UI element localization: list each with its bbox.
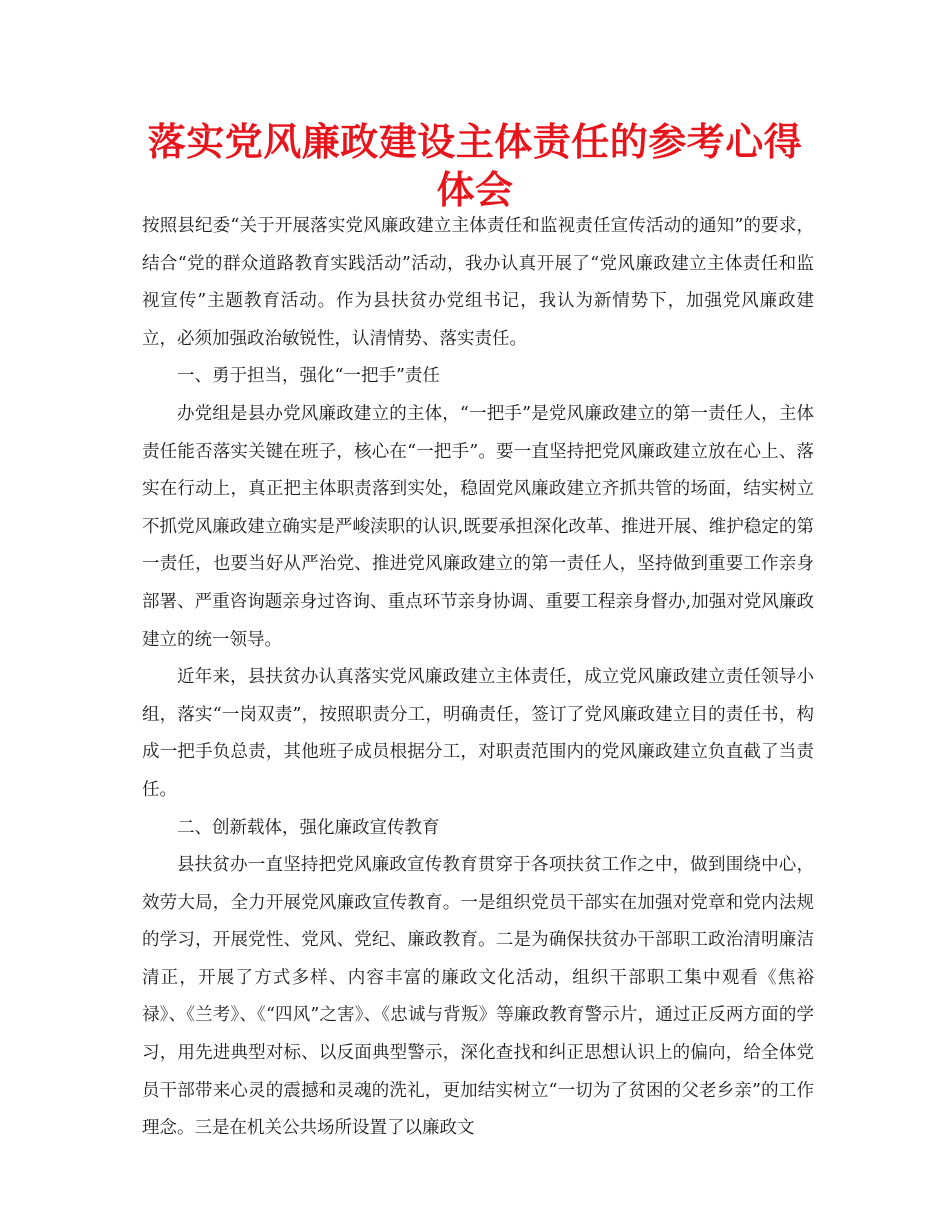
body-paragraph-2: 近年来，县扶贫办认真落实党风廉政建立主体责任，成立党风廉政建立责任领导小组，落实“一岗双责”，按照职责分工，明确责任，签订了党风廉政建立目的责任书，构成一把手负总责，其他班子成员根据分工，对职责范围内的党风廉政建立负直截了当责任。 <box>142 667 814 800</box>
document-body <box>142 208 814 1148</box>
body-paragraph-1: 办党组是县办党风廉政建立的主体，“一把手”是党风廉政建立的第一责任人，主体责任能否落实关键在班子，核心在“一把手”。要一直坚持把党风廉政建立放在心上、落实在行动上，真正把主体职责落到实处，稳固党风廉政建立齐抓共管的场面，结实树立不抓党风廉政建立确实是严峻渎职的认识,既要承担深化改革、推进开展、维护稳定的第一责任，也要当好从严治党、推进党风廉政建立的第一责任人，坚持做到重要工作亲身部署、严重咨询题亲身过咨询、重点环节亲身协调、重要工程亲身督办,加强对党风廉政建立的统一领导。 <box>142 403 814 650</box>
body-paragraph-3: 县扶贫办一直坚持把党风廉政宣传教育贯穿于各项扶贫工作之中，做到围绕中心，效劳大局，全力开展党风廉政宣传教育。一是组织党员干部实在加强对党章和党内法规的学习，开展党性、党风、党纪、廉政教育。二是为确保扶贫办干部职工政治清明廉洁清正，开展了方式多样、内容丰富的廉政文化活动，组织干部职工集中观看《焦裕禄》、《兰考》、《“四风”之害》、《忠诚与背叛》等廉政教育警示片，通过正反两方面的学习，用先进典型对标、以反面典型警示，深化查找和纠正思想认识上的偏向，给全体党员干部带来心灵的震撼和灵魂的洗礼，更加结实树立“一切为了贫困的父老乡亲”的工作理念。三是在机关公共场所设置了以廉政文 <box>142 855 814 1139</box>
section-heading-2: 二、创新载体，强化廉政宣传教育 <box>177 817 440 838</box>
document-title: 落实党风廉政建设主体责任的参考心得体会 <box>147 120 803 212</box>
lead-paragraph: 按照县纪委“关于开展落实党风廉政建立主体责任和监视责任宣传活动的通知”的要求，结合“党的群众道路教育实践活动”活动，我办认真开展了“党风廉政建立主体责任和监视宣传”主题教育活动。作为县扶贫办党组书记，我认为新情势下，加强党风廉政建立，必须加强政治敏锐性，认清情势、落实责任。 <box>142 216 814 349</box>
section-heading-1: 一、勇于担当，强化“一把手”责任 <box>177 366 440 387</box>
